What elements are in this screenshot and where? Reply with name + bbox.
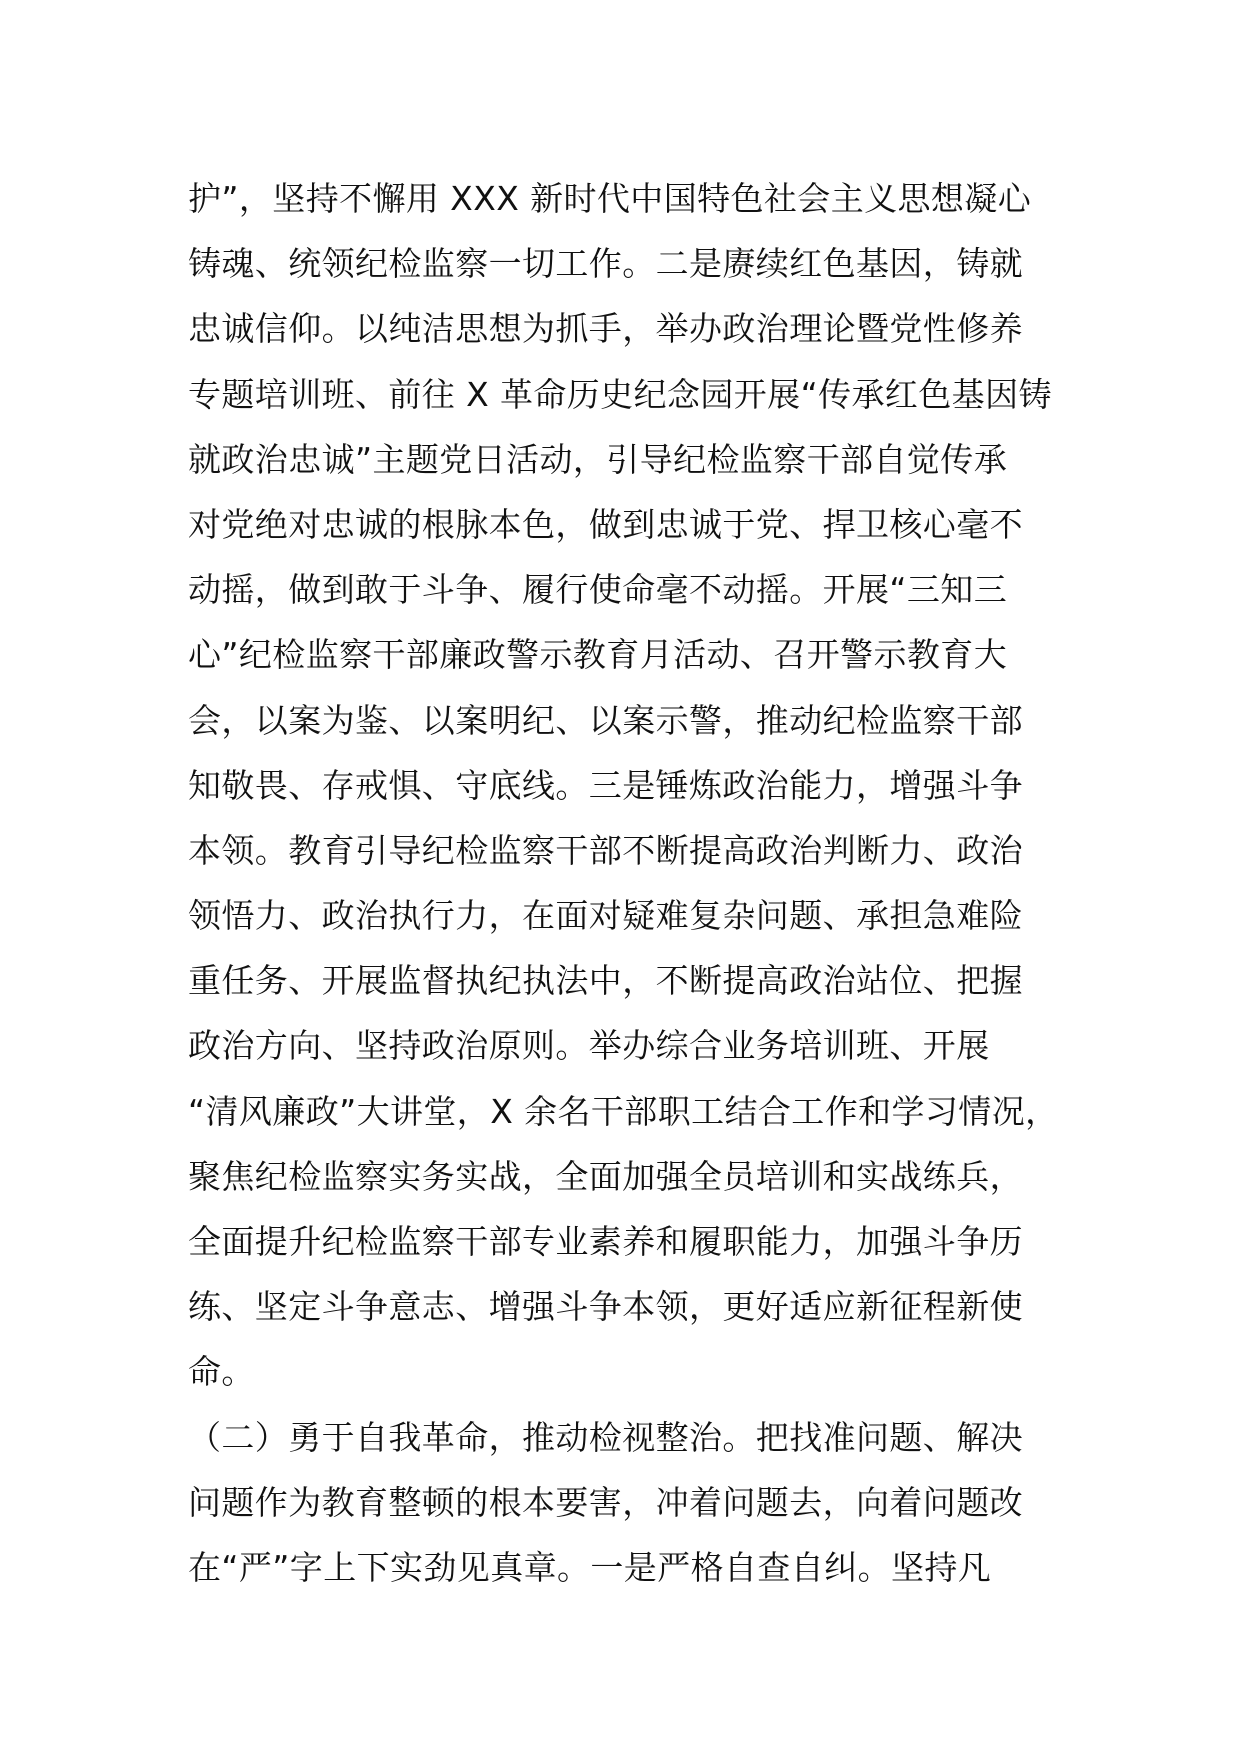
text-line: 就政治忠诚”主题党日活动，引导纪检监察干部自觉传承 [188,439,1008,479]
text-line: 聚焦纪检监察实务实战，全面加强全员培训和实战练兵， [188,1156,1023,1196]
text-line: 忠诚信仰。以纯洁思想为抓手，举办政治理论暨党性修养 [188,309,1023,349]
text-line: 护”，坚持不懈用 XXX 新时代中国特色社会主义思想凝心 [188,179,1032,218]
text-line: 心”纪检监察干部廉政警示教育月活动、召开警示教育大 [188,635,1008,675]
text-line: 全面提升纪检监察干部专业素养和履职能力，加强斗争历 [188,1222,1023,1261]
text-line: 练、坚定斗争意志、增强斗争本领，更好适应新征程新使 [188,1287,1023,1327]
text-line: 重任务、开展监督执纪执法中，不断提高政治站位、把握 [188,961,1023,1001]
text-line: 知敬畏、存戒惧、守底线。三是锤炼政治能力，增强斗争 [188,765,1023,805]
text-line: 在“严”字上下实劲见真章。一是严格自查自纠。坚持凡 [188,1547,992,1587]
text-line: 对党绝对忠诚的根脉本色，做到忠诚于党、捍卫核心毫不 [188,504,1023,544]
text-line: “清风廉政”大讲堂，X 余名干部职工结合工作和学习情况， [188,1091,1059,1131]
text-line: 铸魂、统领纪检监察一切工作。二是赓续红色基因，铸就 [188,244,1023,284]
text-line: 本领。教育引导纪检监察干部不断提高政治判断力、政治 [188,830,1023,870]
body-text [188,166,1088,1600]
text-line: 会，以案为鉴、以案明纪、以案示警，推动纪检监察干部 [188,700,1023,740]
text-line: 专题培训班、前往 X 革命历史纪念园开展“传承红色基因铸 [188,374,1052,414]
text-line: 政治方向、坚持政治原则。举办综合业务培训班、开展 [188,1026,990,1066]
text-line: 问题作为教育整顿的根本要害，冲着问题去，向着问题改 [188,1482,1023,1522]
text-line: 动摇，做到敢于斗争、履行使命毫不动摇。开展“三知三 [188,570,1008,610]
section-heading-line: （二）勇于自我革命，推动检视整治。把找准问题、解决 [188,1417,1023,1457]
text-line: 命。 [188,1352,255,1392]
text-line: 领悟力、政治执行力，在面对疑难复杂问题、承担急难险 [188,896,1023,936]
